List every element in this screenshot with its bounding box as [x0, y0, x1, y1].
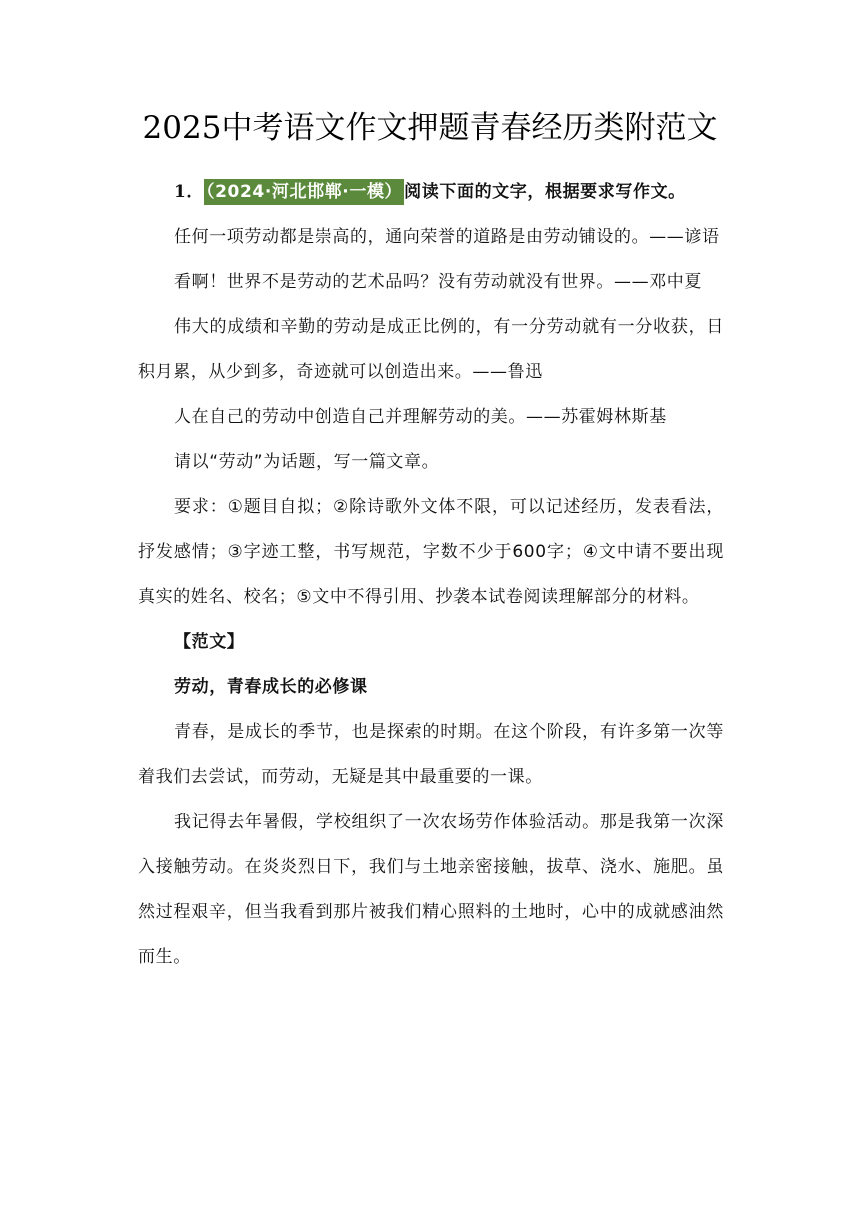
- quote-item: 任何一项劳动都是崇高的，通向荣誉的道路是由劳动铺设的。——谚语: [174, 227, 720, 247]
- essay-label: 【范文】: [174, 632, 245, 652]
- question-instruction: 阅读下面的文字，根据要求写作文。: [404, 182, 686, 202]
- document-body: [138, 170, 724, 980]
- essay-paragraph: 我记得去年暑假，学校组织了一次农场劳作体验活动。那是我第一次深入接触劳动。在炎炎烈日下，我们与土地亲密接触，拔草、浇水、施肥。虽然过程艰辛，但当我看到那片被我们精心照料的土地时，心中的成就感油然而生。: [138, 812, 724, 967]
- source-tag: （2024·河北邯郸·一模）: [204, 179, 404, 205]
- question-number: 1．: [174, 182, 205, 202]
- quote-item: 人在自己的劳动中创造自己并理解劳动的美。——苏霍姆林斯基: [174, 407, 667, 427]
- essay-paragraph: 青春，是成长的季节，也是探索的时期。在这个阶段，有许多第一次等着我们去尝试，而劳动，无疑是其中最重要的一课。: [138, 722, 724, 787]
- essay-title: 劳动，青春成长的必修课: [174, 677, 368, 697]
- writing-prompt: 请以“劳动”为话题，写一篇文章。: [174, 452, 440, 472]
- document-title: 2025中考语文作文押题青春经历类附范文: [142, 110, 718, 146]
- quote-item: 伟大的成绩和辛勤的劳动是成正比例的，有一分劳动就有一分收获，日积月累，从少到多，奇迹就可以创造出来。——鲁迅: [138, 317, 724, 382]
- question-heading: [138, 170, 724, 215]
- writing-requirements: 要求：①题目自拟；②除诗歌外文体不限，可以记述经历，发表看法，抒发感情；③字迹工整，书写规范，字数不少于600字；④文中请不要出现真实的姓名、校名；⑤文中不得引用、抄袭本试卷阅读理解部分的材料。: [138, 497, 724, 607]
- quote-item: 看啊！世界不是劳动的艺术品吗？没有劳动就没有世界。——邓中夏: [174, 272, 702, 292]
